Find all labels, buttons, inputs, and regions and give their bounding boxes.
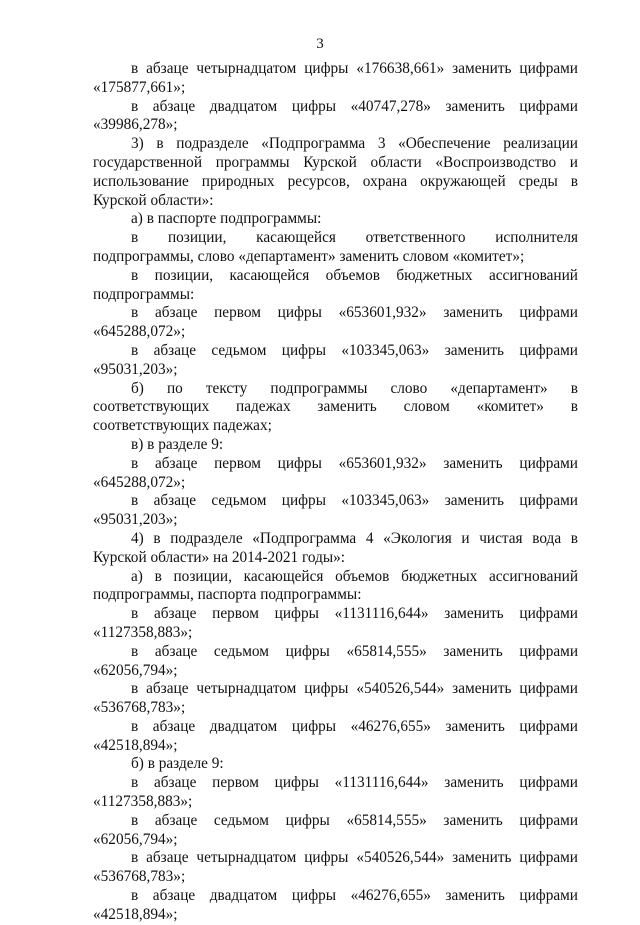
paragraph-14: а) в позиции, касающейся объемов бюджетных ассигнований подпрограммы, паспорта подпрограммы: [93,567,578,604]
paragraph-22: в абзаце четырнадцатом цифры «540526,544» заменить цифрами «536768,783»; [93,849,578,886]
paragraph-19: б) в разделе 9: [131,755,224,773]
paragraph-6: в позиции, касающейся объемов бюджетных ассигнований подпрограммы: [93,266,578,303]
page-number: 3 [316,36,324,52]
paragraph-13: 4) в подразделе «Подпрограмма 4 «Экология и чистая вода в Курской области» на 2014-2021 годы»: [93,529,578,566]
paragraph-2: в абзаце двадцатом цифры «40747,278» заменить цифрами «39986,278»; [93,97,578,134]
paragraph-8: в абзаце седьмом цифры «103345,063» заменить цифрами «95031,203»; [93,341,578,378]
paragraph-23: в абзаце двадцатом цифры «46276,655» заменить цифрами «42518,894»; [93,887,578,923]
paragraph-16: в абзаце седьмом цифры «65814,555» заменить цифрами «62056,794»; [93,642,578,679]
paragraph-18: в абзаце двадцатом цифры «46276,655» заменить цифрами «42518,894»; [93,717,578,754]
paragraph-20: в абзаце первом цифры «1131116,644» заменить цифрами «1127358,883»; [93,774,578,811]
paragraph-7: в абзаце первом цифры «653601,932» заменить цифрами «645288,072»; [93,304,578,341]
paragraph-17: в абзаце четырнадцатом цифры «540526,544» заменить цифрами «536768,783»; [93,680,578,717]
paragraph-10: в) в разделе 9: [131,435,224,453]
document-body [93,60,578,925]
paragraph-1: в абзаце четырнадцатом цифры «176638,661» заменить цифрами «175877,661»; [93,60,578,96]
paragraph-3: 3) в подразделе «Подпрограмма 3 «Обеспечение реализации государственной программы Курской области «Воспроизводство и использование природных ресурсов, охрана окружающей среды в Курской области»: [93,135,578,209]
paragraph-9: б) по тексту подпрограммы слово «департамент» в соответствующих падежах заменить словом «комитет» в соответствующих падежах; [93,379,578,435]
paragraph-21: в абзаце седьмом цифры «65814,555» заменить цифрами «62056,794»; [93,811,578,848]
paragraph-4: а) в паспорте подпрограммы: [131,210,322,228]
paragraph-5: в позиции, касающейся ответственного исполнителя подпрограммы, слово «департамент» заменить словом «комитет»; [93,229,578,265]
paragraph-12: в абзаце седьмом цифры «103345,063» заменить цифрами «95031,203»; [93,492,578,529]
paragraph-11: в абзаце первом цифры «653601,932» заменить цифрами «645288,072»; [93,454,578,491]
paragraph-15: в абзаце первом цифры «1131116,644» заменить цифрами «1127358,883»; [93,605,578,641]
